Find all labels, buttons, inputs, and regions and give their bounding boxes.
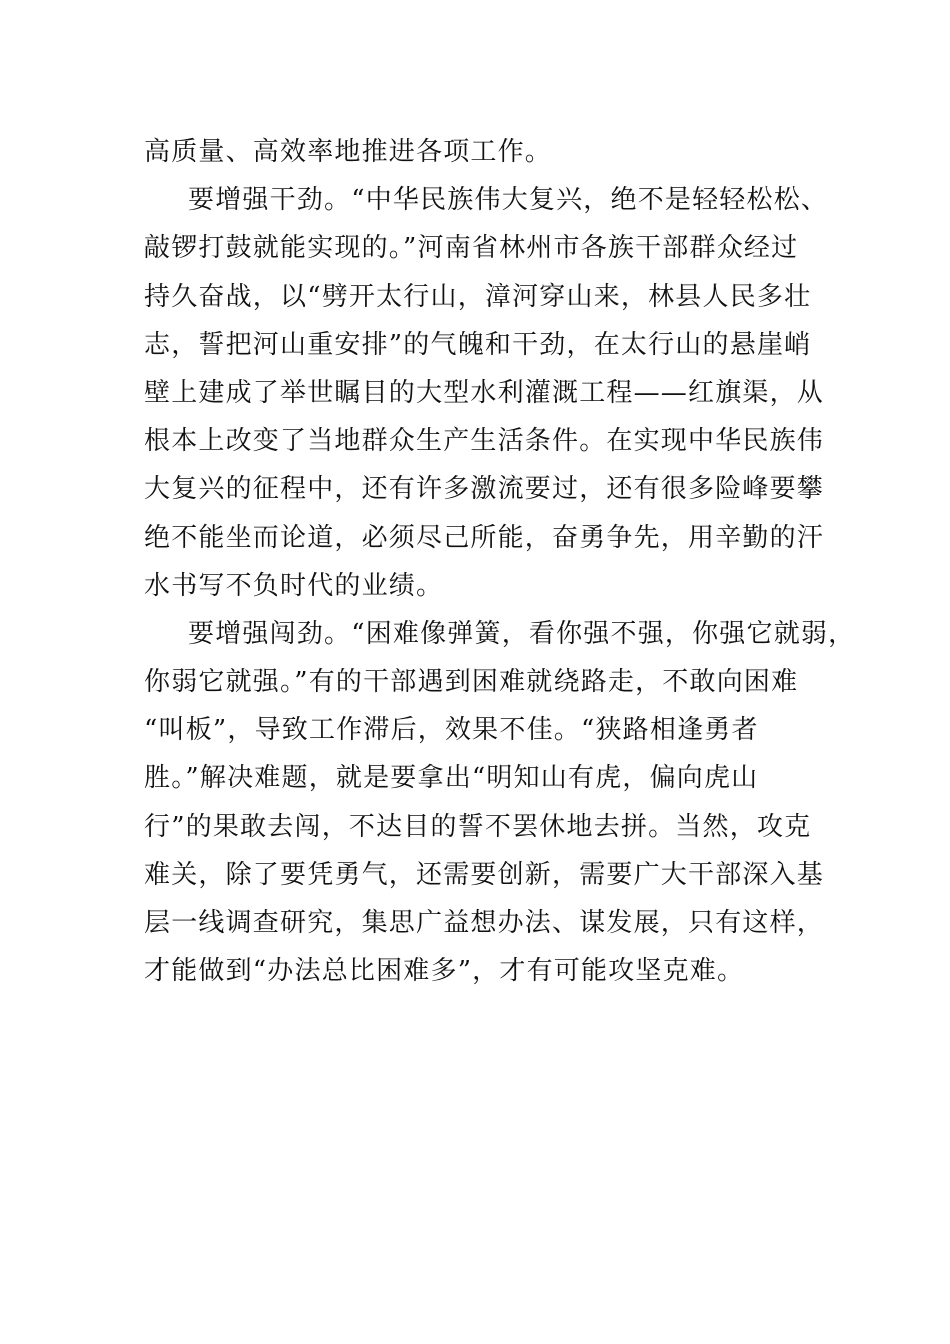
text-line: 胜。”解决难题，就是要拿出“明知山有虎，偏向虎山 <box>144 763 759 794</box>
text-line: 壁上建成了举世瞩目的大型水利灌溉工程——红旗渠，从 <box>144 377 825 408</box>
text-line: 你弱它就强。”有的干部遇到困难就绕路走，不敢向困难 <box>144 667 799 698</box>
text-line: 层一线调查研究，集思广益想办法、谋发展，只有这样， <box>144 908 825 938</box>
text-line: 敲锣打鼓就能实现的。”河南省林州市各族干部群众经过 <box>144 233 799 264</box>
text-line: 大复兴的征程中，还有许多激流要过，还有很多险峰要攀 <box>144 474 825 505</box>
text-line: 绝不能坐而论道，必须尽己所能，奋勇争先，用辛勤的汗 <box>144 522 825 553</box>
text-line: 才能做到“办法总比困难多”，才有可能攻坚克难。 <box>144 956 745 987</box>
paragraph-first-line: 要增强闯劲。“困难像弹簧，看你强不强，你强它就弱， <box>188 618 856 649</box>
text-line: 水书写不负时代的业绩。 <box>144 570 444 601</box>
text-line: “叫板”，导致工作滞后，效果不佳。“狭路相逢勇者 <box>144 715 759 746</box>
text-line: 志，誓把河山重安排”的气魄和干劲，在太行山的悬崖峭 <box>144 329 812 360</box>
document-body <box>144 128 856 995</box>
paragraph-first-line: 要增强干劲。“中华民族伟大复兴，绝不是轻轻松松、 <box>188 185 829 216</box>
text-line: 难关，除了要凭勇气，还需要创新，需要广大干部深入基 <box>144 859 825 890</box>
text-line: 持久奋战，以“劈开太行山，漳河穿山来，林县人民多壮 <box>144 281 812 312</box>
text-line: 行”的果敢去闯，不达目的誓不罢休地去拼。当然，攻克 <box>144 811 812 842</box>
text-line: 根本上改变了当地群众生产生活条件。在实现中华民族伟 <box>144 426 825 457</box>
text-line: 高质量、高效率地推进各项工作。 <box>144 137 553 167</box>
